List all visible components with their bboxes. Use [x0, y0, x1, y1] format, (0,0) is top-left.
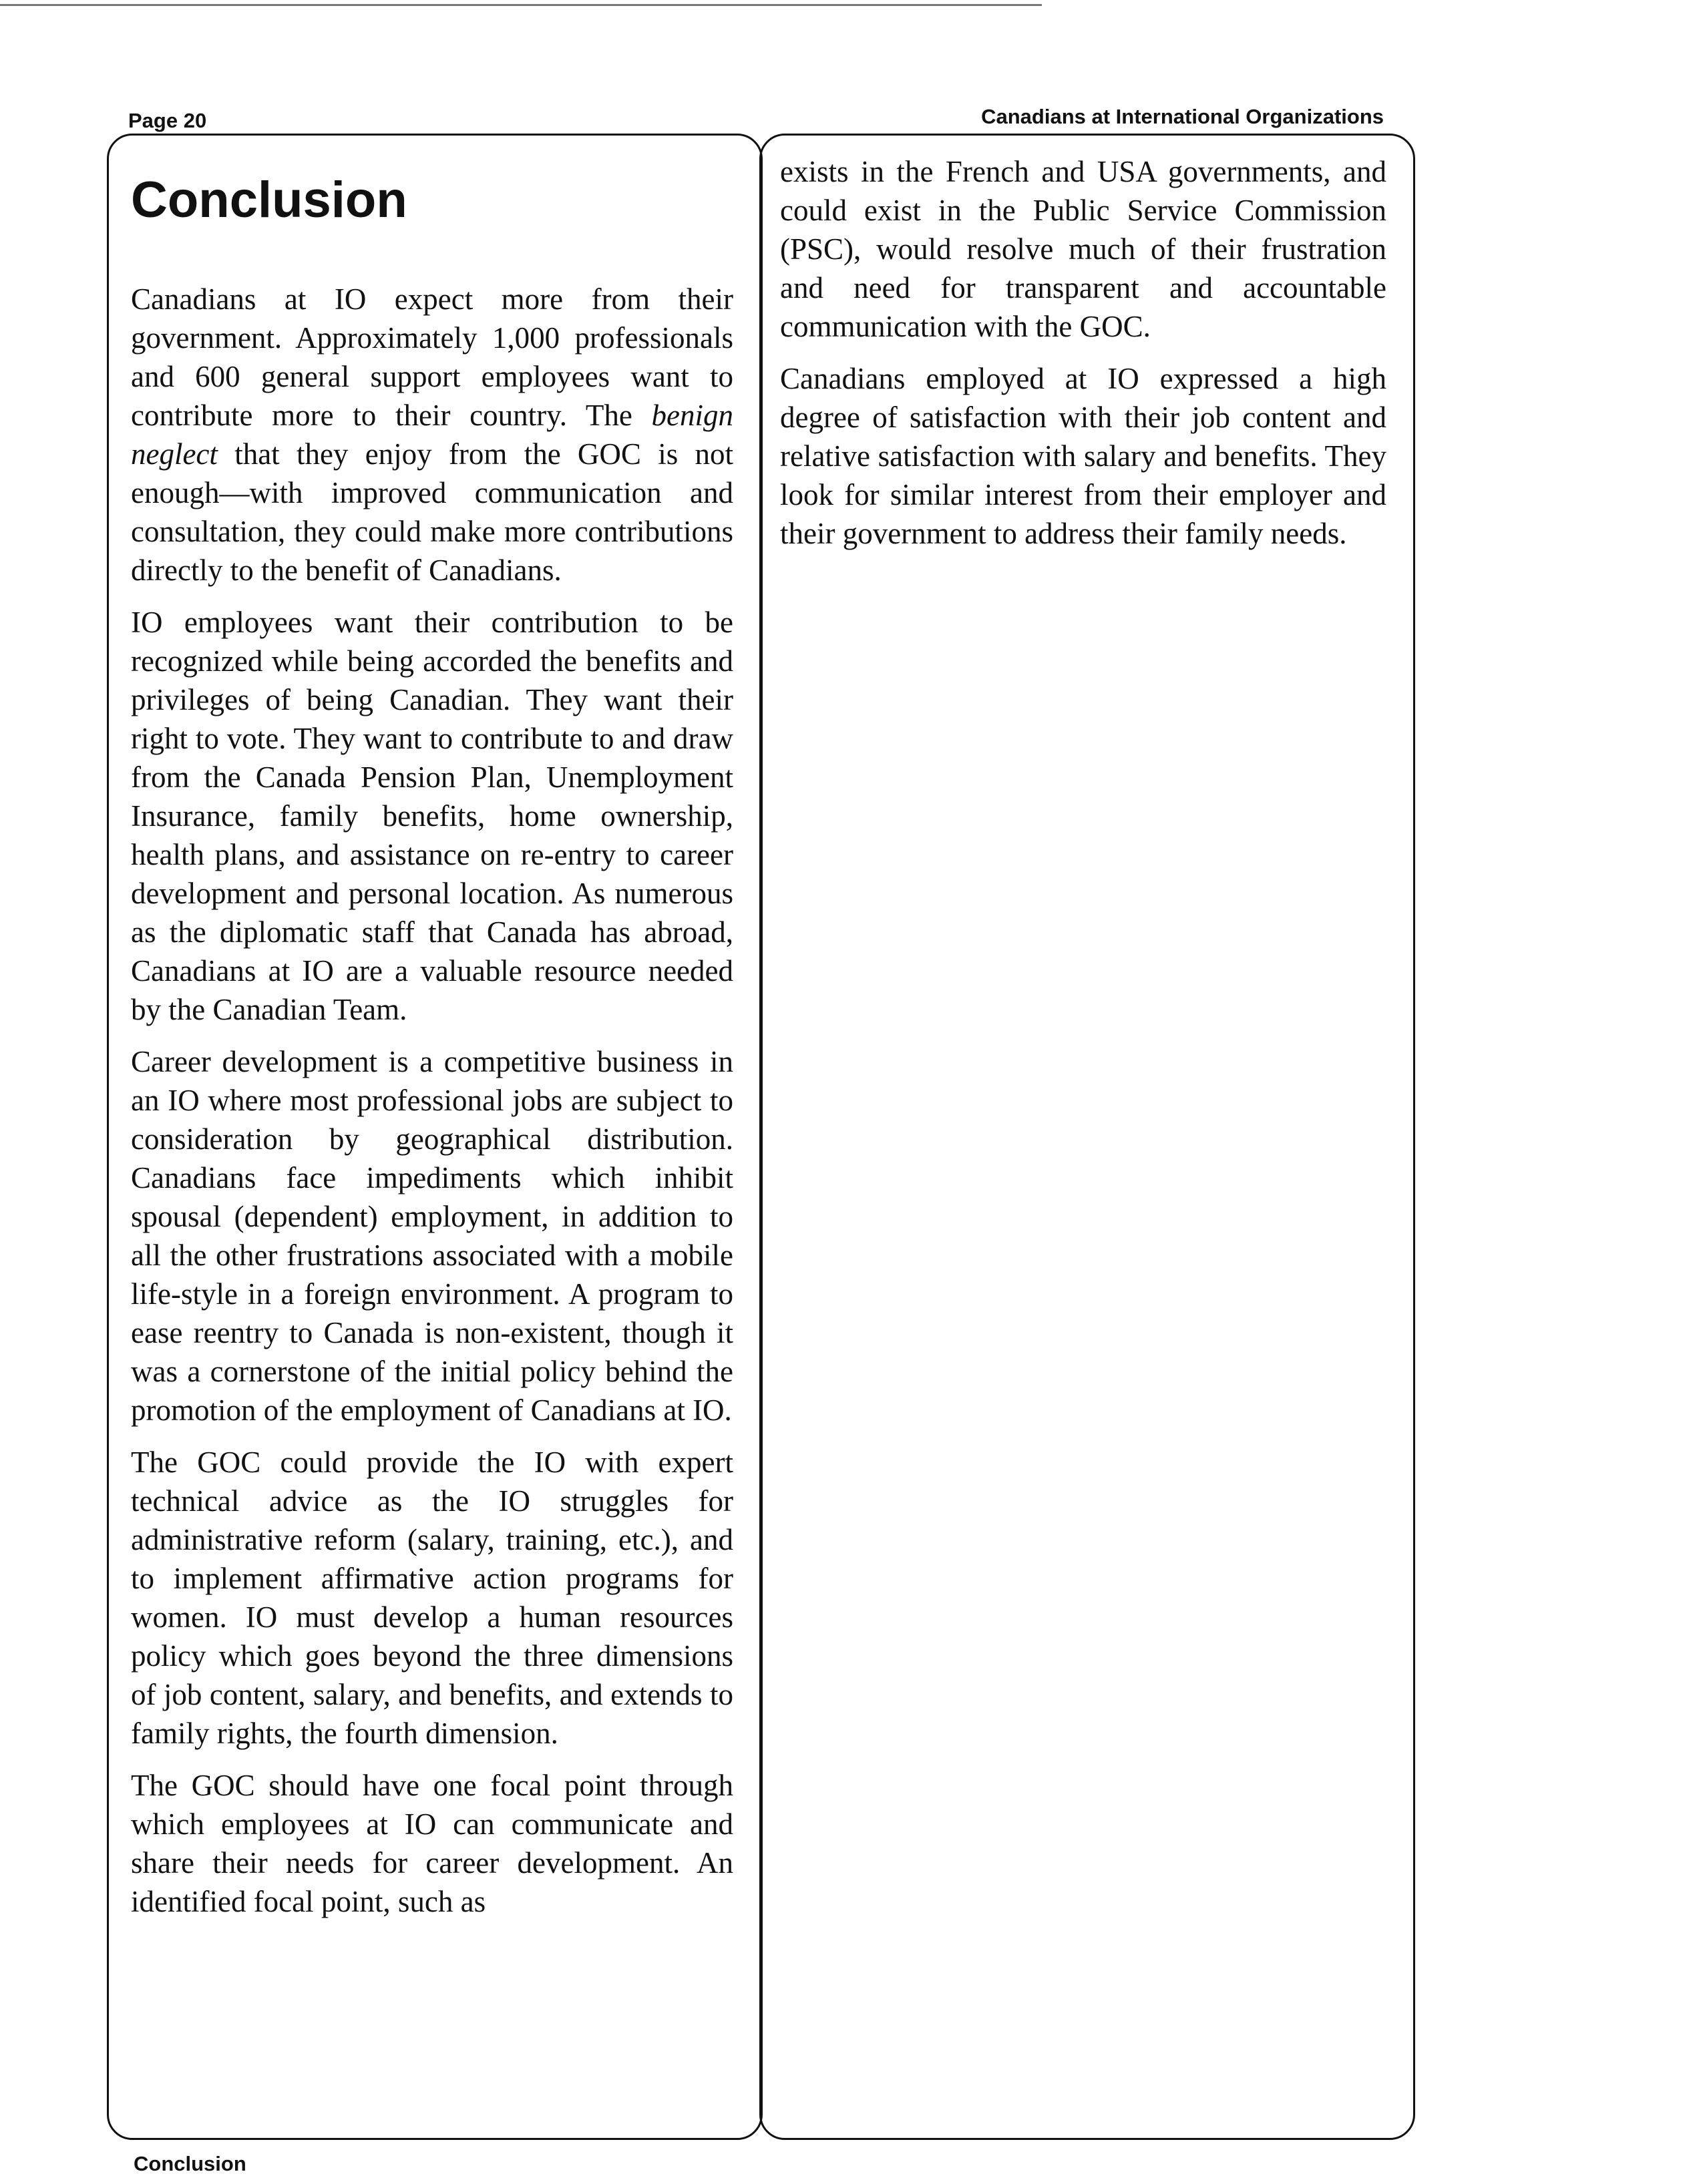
- running-title: Canadians at International Organizations: [981, 105, 1384, 128]
- paragraph-4: The GOC could provide the IO with expert technical advice as the IO struggles for administrative reform (salary, training, etc.), and to implement affirmative action programs for women. IO must develop a human resources policy which goes beyond the three dimensions of job content, salary, and benefits, and extends to family rights, the fourth dimension.: [131, 1446, 733, 1750]
- paragraph-2: IO employees want their contribution to be recognized while being accorded the benefits and privileges of being Canadian. They want their right to vote. They want to contribute to and draw from the Canada Pension Plan, Unemployment Insurance, family benefits, home ownership, health plans, and assistance on re-entry to career development and personal location. As numerous as the diplomatic staff that Canada has abroad, Canadians at IO are a valuable resource needed by the Canadian Team.: [131, 606, 733, 1026]
- paragraph-3: Career development is a competitive business in an IO where most professional jobs are subject to consideration by geographical distribution. Canadians face impediments which inhibit spousal (dependent) employment, in addition to all the other frustrations associated with a mobile life-style in a foreign environment. A program to ease reentry to Canada is non-existent, though it was a cornerstone of the initial policy behind the promotion of the employment of Canadians at IO.: [131, 1045, 733, 1427]
- paragraph-1-text-a: Canadians at IO expect more from their government. Approximately 1,000 professionals and 600 general support employees want to contribute more to their country. The: [131, 282, 733, 432]
- paragraph-1-text-b: that they enjoy from the GOC is not enough—with improved communication and consultation, they could make more contributions directly to the benefit of Canadians.: [131, 437, 733, 587]
- right-column: [780, 152, 1386, 566]
- paragraph-1-emphasis: benign neglect: [131, 399, 733, 471]
- paragraph-7: Canadians employed at IO expressed a high degree of satisfaction with their job content and relative satisfaction with salary and benefits. They look for similar interest from their employer and their government to address their family needs.: [780, 362, 1386, 550]
- section-heading: Conclusion: [131, 172, 407, 228]
- page-number: Page 20: [128, 109, 207, 132]
- paragraph-5: The GOC should have one focal point through which employees at IO can communicate and share their needs for career development. An identified focal point, such as: [131, 1769, 733, 1918]
- left-column: [131, 170, 733, 1934]
- paragraph-1: [131, 280, 733, 590]
- footer-section-label: Conclusion: [134, 2152, 246, 2175]
- scan-top-edge-line: [0, 4, 1042, 6]
- paragraph-6: exists in the French and USA governments, and could exist in the Public Service Commission (PSC), would resolve much of their frustration and need for transparent and accountable communication with the GOC.: [780, 155, 1386, 343]
